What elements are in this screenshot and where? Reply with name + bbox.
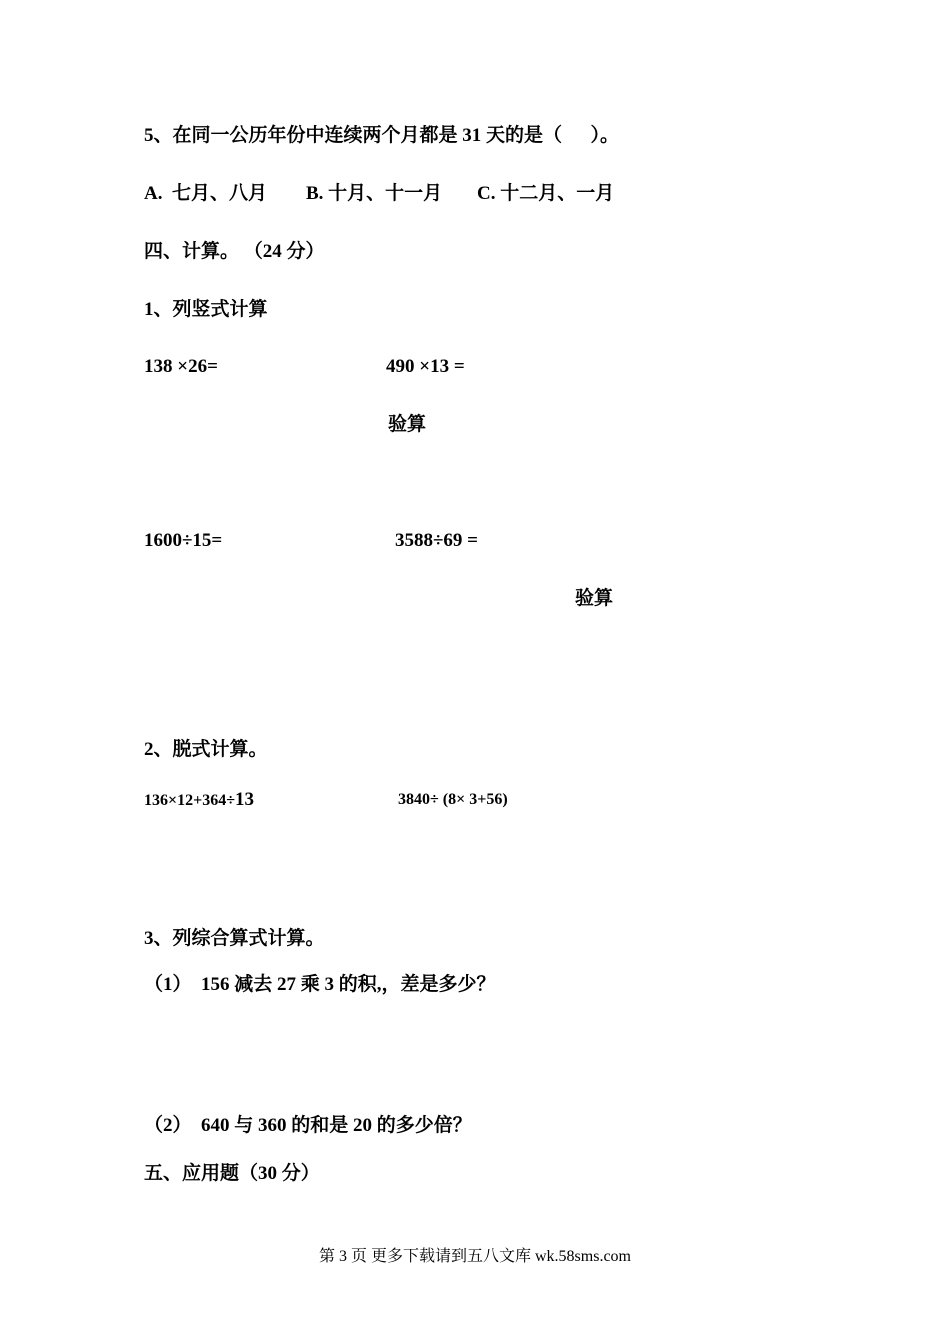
check-label-1: 验算 (388, 414, 427, 435)
option-a: A. 七月、八月 (144, 183, 267, 204)
option-c: C. 十二月、一月 (477, 183, 615, 204)
step-calc-2: 3840÷ (8× 3+56) (398, 791, 508, 808)
vertical-calc-1: 138 ×26= (144, 356, 218, 377)
check-label-2: 验算 (575, 588, 614, 609)
option-b: B. 十月、十一月 (306, 183, 443, 204)
question-5: 5、在同一公历年份中连续两个月都是 31 天的是（ ）。 (144, 125, 620, 146)
step-calc-1-main: 136×12+364÷ (144, 792, 236, 809)
vertical-calc-3: 1600÷15= (144, 530, 223, 551)
vertical-calc-4: 3588÷69 = (395, 530, 479, 551)
section-5-title: 五、应用题（30 分） (144, 1163, 320, 1184)
vertical-calc-2: 490 ×13 = (386, 356, 465, 377)
combined-item-2: （2） 640 与 360 的和是 20 的多少倍？ (144, 1115, 472, 1136)
step-calc-1 (144, 788, 254, 813)
part-3-title: 3、列综合算式计算。 (144, 928, 325, 949)
combined-item-1: （1） 156 减去 27 乘 3 的积,，差是多少？ (144, 974, 496, 995)
page-footer: 第 3 页 更多下载请到五八文库 wk.58sms.com (318, 1248, 631, 1265)
part-2-title: 2、脱式计算。 (144, 739, 268, 760)
part-1-title: 1、列竖式计算 (144, 299, 268, 320)
section-4-title: 四、计算。 （24 分） (144, 241, 325, 262)
step-calc-1-tail: 13 (235, 789, 255, 810)
